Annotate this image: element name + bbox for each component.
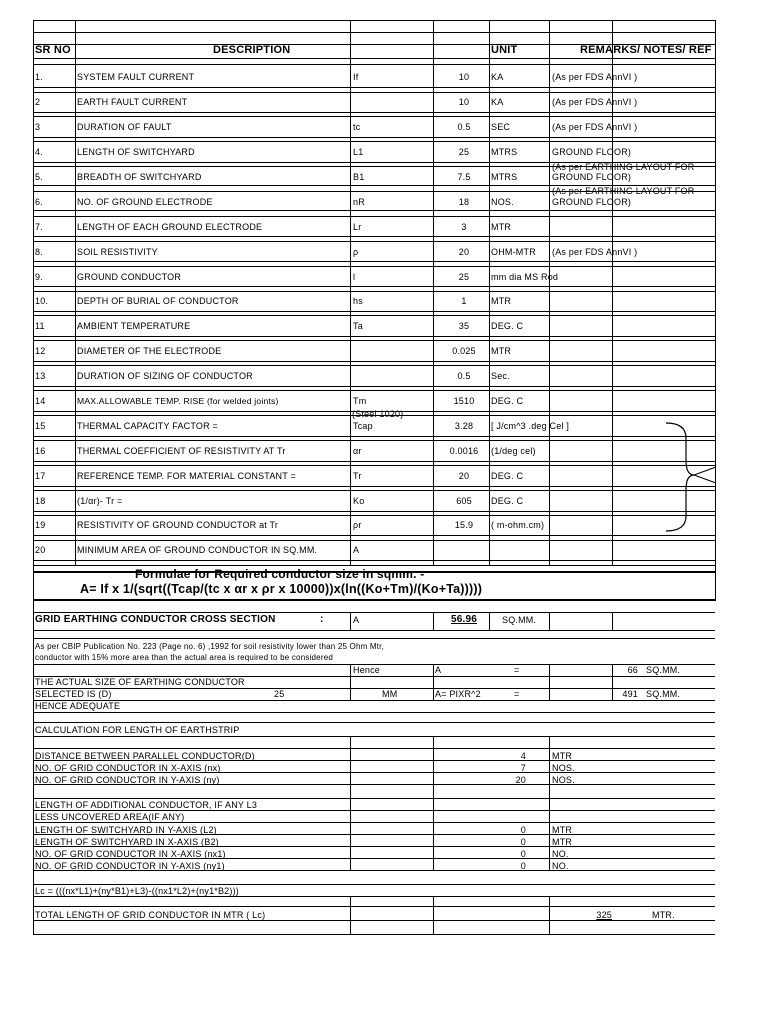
row-1-unit: KA [491,72,504,82]
grid-line [549,736,550,870]
uncovered-4-value: 0 [520,861,526,871]
row-11-val: 35 [458,321,470,331]
grid-line [433,612,434,630]
grid-line [33,722,715,723]
hence-equals: = [514,665,520,675]
row-5-sym: B1 [353,172,365,182]
row-11-sym: Ta [353,321,363,331]
row-9-val: 25 [458,272,470,282]
cbip-note-line-2: conductor with 15% more area than the actual area is required to be considered [35,653,333,662]
row-12-sr: 12 [35,346,46,356]
row-5-unit: MTRS [491,172,518,182]
grid-cross-section-unit: SQ.MM. [502,615,537,625]
grid-line [350,664,351,700]
grid-line [75,20,76,565]
grid-line [33,599,715,601]
formula-title: Formulae for Required conductor size in sqmm. - [135,567,425,581]
row-3-sym: tc [353,122,361,132]
uncovered-1-value: 0 [520,825,526,835]
strip-2-label: NO. OF GRID CONDUCTOR IN X-AXIS (nx) [35,763,221,773]
row-14-val: 1510 [453,396,475,406]
uncovered-4-unit: NO. [552,861,569,871]
row-6-rem: GROUND FLOOR) [552,197,632,207]
row-11-unit: DEG. C [491,321,524,331]
row-4-sym: L1 [353,147,364,157]
grid-line [33,884,715,885]
grid-line [433,736,434,870]
row-18-unit: DEG. C [491,496,524,506]
grid-cross-section-symbol: A [353,615,360,625]
row-4-rem: GROUND FLOOR) [552,147,632,157]
actual-size-line-1: THE ACTUAL SIZE OF EARTHING CONDUCTOR [35,677,245,687]
hence-value: 66 [627,665,638,675]
uncovered-3-label: NO. OF GRID CONDUCTOR IN X-AXIS (nx1) [35,849,226,859]
row-14-desc: MAX.ALLOWABLE TEMP. RISE (for welded joints) [77,396,279,406]
row-15-unit: [ J/cm^3 .deg Cel ] [491,421,570,431]
uncovered-1-unit: MTR [552,825,573,835]
hence-label: Hence [353,665,381,675]
grid-cross-section-colon: : [320,614,324,625]
row-19-sr: 19 [35,520,46,530]
row-1-sym: If [353,72,359,82]
grid-line [33,630,715,631]
grid-cross-section-value: 56.96 [450,614,478,625]
row-8-unit: OHM-MTR [491,247,536,257]
row-10-sr: 10. [35,296,49,306]
strip-3-unit: NOS. [552,775,575,785]
row-13-unit: Sec. [491,371,510,381]
actual-size-equals: = [514,689,520,699]
row-13-sr: 13 [35,371,46,381]
row-17-unit: DEG. C [491,471,524,481]
row-15-val: 3.28 [454,421,474,431]
row-7-unit: MTR [491,222,512,232]
row-6-unit: NOS. [491,197,514,207]
strip-3-label: NO. OF GRID CONDUCTOR IN Y-AXIS (ny) [35,775,220,785]
row-17-sr: 17 [35,471,46,481]
cbip-note-line-1: As per CBIP Publication No. 223 (Page no. 6) ,1992 for soil resistivity lower than 25 Ohm Mtr, [35,642,385,651]
row-7-sr: 7. [35,222,43,232]
row-6-desc: NO. OF GROUND ELECTRODE [77,197,213,207]
uncovered-4-label: NO. OF GRID CONDUCTOR IN Y-AXIS (ny1) [35,861,225,871]
grid-line [33,712,715,713]
row-5-sr: 5. [35,172,43,182]
grid-line [549,896,550,934]
total-length-label: TOTAL LENGTH OF GRID CONDUCTOR IN MTR ( Lc) [35,910,266,920]
row-2-val: 10 [458,97,470,107]
strip-3-value: 20 [515,775,526,785]
row-17-val: 20 [458,471,470,481]
grid-line [549,612,550,630]
row-10-desc: DEPTH OF BURIAL OF CONDUCTOR [77,296,239,306]
row-3-val: 0.5 [457,122,471,132]
row-19-desc: RESISTIVITY OF GROUND CONDUCTOR at Tr [77,520,279,530]
row-6-val: 18 [458,197,470,207]
strip-2-value: 7 [520,763,526,773]
row-16-sym: αr [353,446,362,456]
grid-line [33,748,715,749]
strip-2-unit: NOS. [552,763,575,773]
row-16-sr: 16 [35,446,46,456]
row-10-sym: hs [353,296,363,306]
row-3-rem: (As per FDS AnnVI ) [552,122,638,132]
actual-size-formula: A= PIXR^2 [435,689,481,699]
row-8-rem: (As per FDS AnnVI ) [552,247,638,257]
row-13-val: 0.5 [457,371,471,381]
row-1-rem: (As per FDS AnnVI ) [552,72,638,82]
strip-1-label: DISTANCE BETWEEN PARALLEL CONDUCTOR(D) [35,751,255,761]
grid-line [433,896,434,934]
grid-line [33,798,715,799]
row-16-unit: (1/deg cel) [491,446,536,456]
row-10-unit: MTR [491,296,512,306]
row-14-unit: DEG. C [491,396,524,406]
grid-line [33,20,34,565]
row-5-desc: BREADTH OF SWITCHYARD [77,172,202,182]
row-11-sr: 11 [35,321,45,331]
row-9-unit: mm dia MS Rod [491,272,559,282]
grid-line [350,20,351,565]
total-length-unit: MTR. [652,910,675,920]
grid-line [33,565,715,566]
row-18-desc: (1/αr)- Tr = [77,496,123,506]
row-8-desc: SOIL RESISTIVITY [77,247,158,257]
header-unit: UNIT [491,44,518,56]
row-12-val: 0.025 [452,346,476,356]
grid-line [350,736,351,870]
hence-unit: SQ.MM. [646,665,681,675]
grid-line [433,20,434,565]
grid-line [350,896,351,934]
grid-line [33,700,715,701]
hence-symbol: A [435,665,442,675]
row-15-sym: Tcap [353,421,373,431]
remark-earthing-layout-1: (As per EARTHING LAYOUT FOR [552,162,695,172]
row-17-desc: REFERENCE TEMP. FOR MATERIAL CONSTANT = [77,471,296,481]
actual-size-value: 491 [622,689,638,699]
row-12-desc: DIAMETER OF THE ELECTRODE [77,346,222,356]
row-1-sr: 1. [35,72,43,82]
uncovered-2-value: 0 [520,837,526,847]
calculation-title: CALCULATION FOR LENGTH OF EARTHSTRIP [35,725,240,735]
row-19-sym: ρr [353,520,362,530]
row-2-unit: KA [491,97,504,107]
row-1-desc: SYSTEM FAULT CURRENT [77,72,195,82]
curly-bracket-icon [660,420,720,534]
row-19-unit: ( m-ohm.cm) [491,520,545,530]
row-2-rem: (As per FDS AnnVI ) [552,97,638,107]
note-steel: (Steel 1020) [352,409,404,419]
row-18-val: 605 [456,496,472,506]
grid-cross-section-label: GRID EARTHING CONDUCTOR CROSS SECTION [35,614,276,625]
grid-line [549,20,550,565]
actual-size-line-2: SELECTED IS (D) [35,689,112,699]
row-15-sr: 15 [35,421,46,431]
grid-line [350,612,351,630]
grid-line [612,612,613,630]
row-9-sr: 9. [35,272,43,282]
row-20-desc: MINIMUM AREA OF GROUND CONDUCTOR IN SQ.MM. [77,545,318,555]
row-4-val: 25 [458,147,470,157]
uncovered-3-value: 0 [520,849,526,859]
grid-line [33,638,715,639]
strip-1-value: 4 [520,751,526,761]
grid-line [433,664,434,700]
row-18-sym: Ko [353,496,365,506]
remark-earthing-layout-2: (As per EARTHING LAYOUT FOR [552,186,695,196]
row-16-desc: THERMAL COEFFICIENT OF RESISTIVITY AT Tr [77,446,286,456]
row-7-val: 3 [461,222,467,232]
actual-size-mm: MM [382,689,398,699]
header-sr-no: SR NO [35,44,71,56]
actual-size-diameter: 25 [274,689,285,699]
row-5-rem: GROUND FLOOR) [552,172,632,182]
row-19-val: 15.9 [454,520,474,530]
row-6-sym: nR [353,197,365,207]
uncovered-area-label: LESS UNCOVERED AREA(IF ANY) [35,812,185,822]
row-15-desc: THERMAL CAPACITY FACTOR = [77,421,218,431]
header-remarks: REMARKS/ NOTES/ REF [580,44,712,56]
row-16-val: 0.0016 [449,446,479,456]
row-13-desc: DURATION OF SIZING OF CONDUCTOR [77,371,253,381]
total-length-value: 325 [596,910,612,920]
row-8-sym: ρ [353,247,359,257]
header-description: DESCRIPTION [213,44,291,56]
grid-line [715,565,716,601]
row-8-sr: 8. [35,247,43,257]
row-2-sr: 2 [35,97,41,107]
row-11-desc: AMBIENT TEMPERATURE [77,321,191,331]
row-4-unit: MTRS [491,147,518,157]
additional-conductor-label: LENGTH OF ADDITIONAL CONDUCTOR, IF ANY L3 [35,800,258,810]
grid-line [33,934,715,935]
uncovered-1-label: LENGTH OF SWITCHYARD IN Y-AXIS (L2) [35,825,217,835]
uncovered-2-unit: MTR [552,837,573,847]
row-10-val: 1 [461,296,467,306]
strip-1-unit: MTR [552,751,573,761]
row-7-sym: Lr [353,222,362,232]
row-20-sym: A [353,545,360,555]
uncovered-3-unit: NO. [552,849,569,859]
row-2-desc: EARTH FAULT CURRENT [77,97,188,107]
grid-line [549,664,550,700]
actual-size-unit: SQ.MM. [646,689,681,699]
row-9-desc: GROUND CONDUCTOR [77,272,182,282]
row-3-unit: SEC [491,122,511,132]
row-18-sr: 18 [35,496,46,506]
row-5-val: 7.5 [457,172,471,182]
row-14-sym: Tm [353,396,367,406]
row-12-unit: MTR [491,346,512,356]
row-4-desc: LENGTH OF SWITCHYARD [77,147,195,157]
uncovered-2-label: LENGTH OF SWITCHYARD IN X-AXIS (B2) [35,837,219,847]
row-3-sr: 3 [35,122,41,132]
row-1-val: 10 [458,72,470,82]
lc-formula: Lc = (((nx*L1)+(ny*B1)+L3)-((nx1*L2)+(ny1*B2))) [35,886,239,896]
row-20-sr: 20 [35,545,46,555]
row-7-desc: LENGTH OF EACH GROUND ELECTRODE [77,222,263,232]
hence-adequate: HENCE ADEQUATE [35,701,121,711]
row-14-sr: 14 [35,396,46,406]
row-17-sym: Tr [353,471,362,481]
row-4-sr: 4. [35,147,43,157]
row-3-desc: DURATION OF FAULT [77,122,172,132]
formula-expression: A= If x 1/(sqrt((Tcap/(tc x αr x ρr x 10000))x(ln((Ko+Tm)/(Ko+Ta))))) [80,582,483,596]
row-8-val: 20 [458,247,470,257]
grid-line [33,736,715,737]
row-6-sr: 6. [35,197,43,207]
row-9-sym: l [353,272,356,282]
grid-line [33,565,34,935]
grid-line [33,906,715,907]
